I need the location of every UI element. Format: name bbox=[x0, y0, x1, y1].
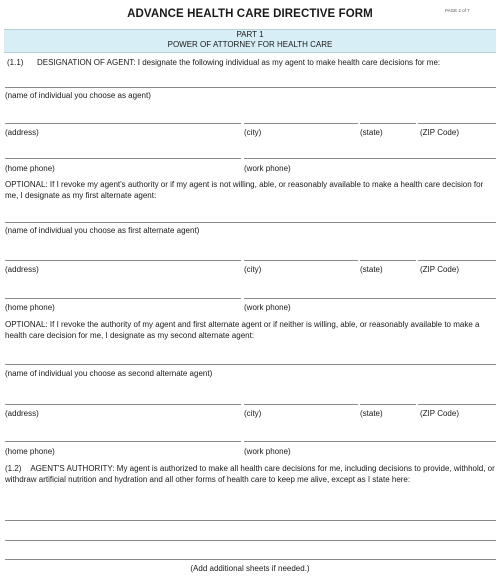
agent-name-field[interactable] bbox=[5, 87, 496, 88]
agent-name-label: (name of individual you choose as agent) bbox=[5, 91, 151, 100]
agent-state-field[interactable] bbox=[360, 123, 416, 124]
second-alt-name-field[interactable] bbox=[5, 364, 496, 365]
second-alt-zip-label: (ZIP Code) bbox=[420, 409, 459, 418]
second-alt-home-phone-field[interactable] bbox=[5, 441, 241, 442]
first-alt-city-field[interactable] bbox=[244, 260, 358, 261]
first-alt-home-phone-label: (home phone) bbox=[5, 303, 55, 312]
agent-work-phone-label: (work phone) bbox=[244, 164, 291, 173]
authority-exceptions-line-2[interactable] bbox=[5, 540, 496, 541]
form-title: ADVANCE HEALTH CARE DIRECTIVE FORM bbox=[127, 8, 373, 20]
agent-home-phone-label: (home phone) bbox=[5, 164, 55, 173]
first-alt-name-label: (name of individual you choose as first alternate agent) bbox=[5, 226, 200, 235]
agent-work-phone-field[interactable] bbox=[244, 158, 496, 159]
section-number-1-2: (1.2) bbox=[5, 464, 22, 473]
second-alt-name-label: (name of individual you choose as second alternate agent) bbox=[5, 369, 213, 378]
second-alt-work-phone-field[interactable] bbox=[244, 441, 496, 442]
part-heading: POWER OF ATTORNEY FOR HEALTH CARE bbox=[167, 40, 333, 49]
agent-city-label: (city) bbox=[244, 128, 262, 137]
first-alt-state-label: (state) bbox=[360, 265, 383, 274]
second-alt-state-label: (state) bbox=[360, 409, 383, 418]
first-alt-zip-field[interactable] bbox=[418, 260, 496, 261]
first-alt-zip-label: (ZIP Code) bbox=[420, 265, 459, 274]
section-number-1-1: (1.1) bbox=[7, 58, 24, 67]
authority-exceptions-line-3[interactable] bbox=[5, 559, 496, 560]
agent-home-phone-field[interactable] bbox=[5, 158, 241, 159]
first-alt-address-field[interactable] bbox=[5, 260, 241, 261]
section-text-1-1: DESIGNATION OF AGENT: I designate the following individual as my agent to make health care decisions for me: bbox=[37, 58, 441, 67]
agent-city-field[interactable] bbox=[244, 123, 358, 124]
second-alt-home-phone-label: (home phone) bbox=[5, 447, 55, 456]
second-alt-work-phone-label: (work phone) bbox=[244, 447, 291, 456]
first-alt-name-field[interactable] bbox=[5, 222, 496, 223]
first-alt-state-field[interactable] bbox=[360, 260, 416, 261]
agent-state-label: (state) bbox=[360, 128, 383, 137]
section-text-1-2 bbox=[5, 463, 497, 485]
second-alt-address-field[interactable] bbox=[5, 404, 241, 405]
first-alt-city-label: (city) bbox=[244, 265, 262, 274]
agent-address-field[interactable] bbox=[5, 123, 241, 124]
second-alt-city-label: (city) bbox=[244, 409, 262, 418]
authority-exceptions-line-1[interactable] bbox=[5, 520, 496, 521]
additional-sheets-note: (Add additional sheets if needed.) bbox=[190, 564, 310, 573]
agent-zip-label: (ZIP Code) bbox=[420, 128, 459, 137]
first-alt-work-phone-field[interactable] bbox=[244, 298, 496, 299]
second-alt-city-field[interactable] bbox=[244, 404, 358, 405]
second-alt-zip-field[interactable] bbox=[418, 404, 496, 405]
agent-zip-field[interactable] bbox=[418, 123, 496, 124]
first-alt-work-phone-label: (work phone) bbox=[244, 303, 291, 312]
second-alt-state-field[interactable] bbox=[360, 404, 416, 405]
section-body-1-2: AGENT'S AUTHORITY: My agent is authorized to make all health care decisions for me, including decisions to provide, withhold, or withdraw artificial nutrition and hydration and all other forms of health care to keep me alive, except as I state here: bbox=[5, 464, 495, 484]
part-label: PART 1 bbox=[236, 30, 264, 39]
first-alt-home-phone-field[interactable] bbox=[5, 298, 241, 299]
optional-first-alternate-text: OPTIONAL: If I revoke my agent's authority or if my agent is not willing, able, or reasonably available to make a health care decision for me, I designate as my first alternate agent: bbox=[5, 180, 484, 200]
page-number: PAGE 2 of 7 bbox=[445, 8, 470, 13]
second-alt-address-label: (address) bbox=[5, 409, 39, 418]
agent-address-label: (address) bbox=[5, 128, 39, 137]
optional-second-alternate-text: OPTIONAL: If I revoke the authority of my agent and first alternate agent or if neither is willing, able, or reasonably available to make a health care decision for me, I designate as my second alternate agent: bbox=[5, 320, 480, 340]
first-alt-address-label: (address) bbox=[5, 265, 39, 274]
